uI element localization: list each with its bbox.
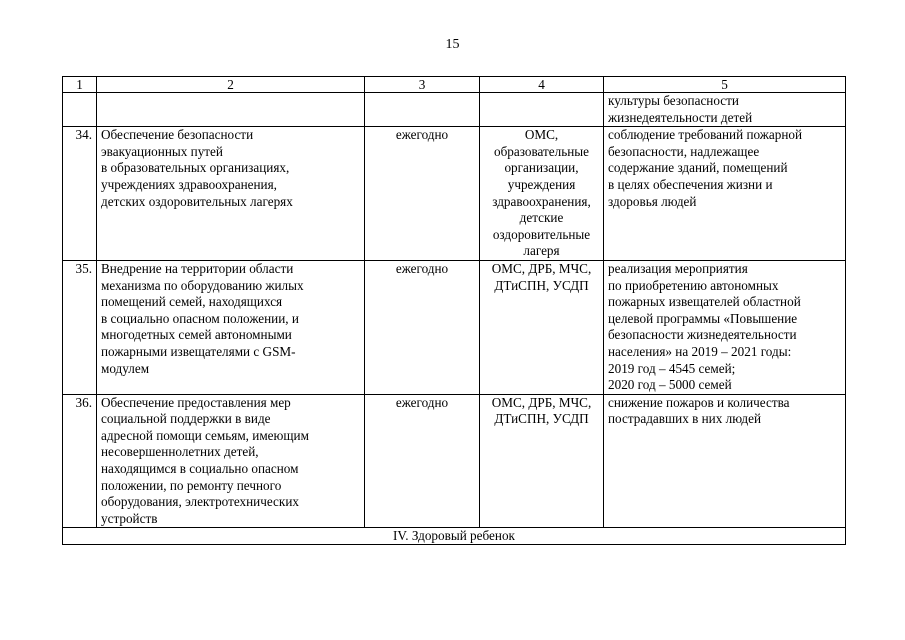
cell-result-continued: культуры безопасности жизнедеятельности детей <box>604 93 846 127</box>
section-title: IV. Здоровый ребенок <box>63 528 846 545</box>
table-row <box>63 127 846 261</box>
cell-term: ежегодно <box>365 127 480 261</box>
cell-result: реализация мероприятия по приобретению автономных пожарных извещателей областной целевой программы «Повышение безопасности жизнедеятельности населения» на 2019 – 2021 годы: 2019 год – 4545 семей; 2020 год – 5000 семей <box>604 260 846 394</box>
table-row <box>63 394 846 528</box>
cell-measure: Внедрение на территории области механизма по оборудованию жилых помещений семей, находящихся в социально опасном положении, и многодетных семей автономными пожарными извещателями с GSM- модулем <box>97 260 365 394</box>
column-number-4: 4 <box>480 77 604 93</box>
cell-empty <box>365 93 480 127</box>
column-number-3: 3 <box>365 77 480 93</box>
table-header-row <box>63 77 846 93</box>
cell-row-number: 36. <box>63 394 97 528</box>
column-number-5: 5 <box>604 77 846 93</box>
cell-result: снижение пожаров и количества пострадавших в них людей <box>604 394 846 528</box>
section-heading-row <box>63 528 846 545</box>
cell-term: ежегодно <box>365 260 480 394</box>
cell-measure: Обеспечение безопасности эвакуационных путей в образовательных организациях, учреждениях здравоохранения, детских оздоровительных лагерях <box>97 127 365 261</box>
cell-executors: ОМС, ДРБ, МЧС, ДТиСПН, УСДП <box>480 394 604 528</box>
cell-row-number: 34. <box>63 127 97 261</box>
column-number-2: 2 <box>97 77 365 93</box>
cell-empty <box>63 93 97 127</box>
table-row <box>63 260 846 394</box>
cell-empty <box>97 93 365 127</box>
cell-result: соблюдение требований пожарной безопасности, надлежащее содержание зданий, помещений в целях обеспечения жизни и здоровья людей <box>604 127 846 261</box>
cell-empty <box>480 93 604 127</box>
column-number-1: 1 <box>63 77 97 93</box>
cell-term: ежегодно <box>365 394 480 528</box>
table-row-continuation <box>63 93 846 127</box>
measures-table <box>62 76 846 545</box>
cell-executors: ОМС, ДРБ, МЧС, ДТиСПН, УСДП <box>480 260 604 394</box>
cell-measure: Обеспечение предоставления мер социальной поддержки в виде адресной помощи семьям, имеющим несовершеннолетних детей, находящимся в социально опасном положении, по ремонту печного оборудования, электротехнических устройств <box>97 394 365 528</box>
cell-row-number: 35. <box>63 260 97 394</box>
page-number: 15 <box>445 37 460 52</box>
cell-executors: ОМС, образовательные организации, учреждения здравоохранения, детские оздоровительные лагеря <box>480 127 604 261</box>
